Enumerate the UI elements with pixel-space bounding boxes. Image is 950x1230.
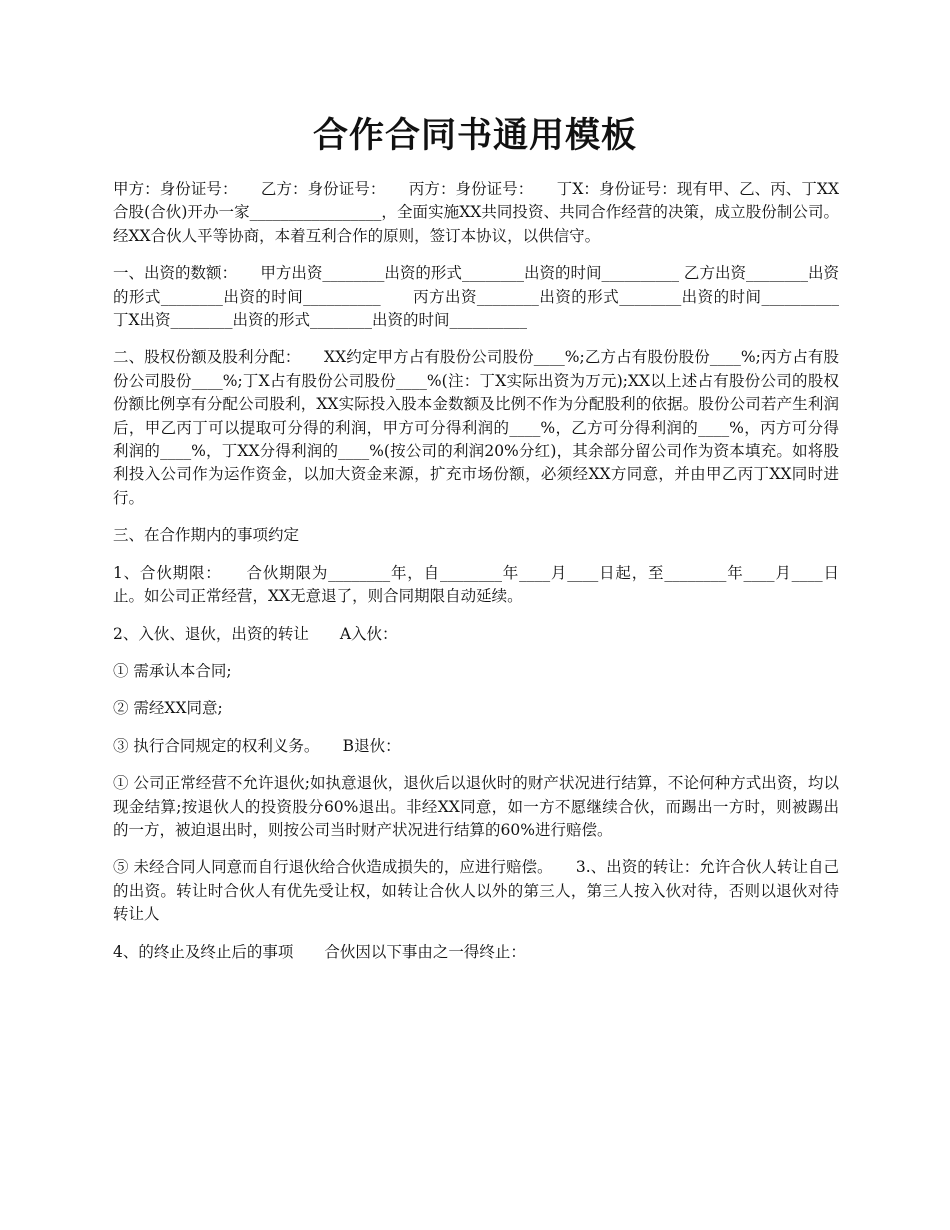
paragraph-capital-amount: 一、出资的数额： 甲方出资________出资的形式________出资的时间__________ 乙方出资________出资的形式________出资的时间__________ 丙方出资________出资的形式________出资的时间__________ 丁X出资________出资的形式________出资的时间__________ bbox=[113, 264, 871, 330]
paragraph-join-exit-transfer: 2、入伙、退伙，出资的转让 A入伙： bbox=[113, 624, 398, 643]
document-body bbox=[113, 178, 871, 978]
paragraph-join-item-1: ① 需承认本合同; bbox=[113, 661, 232, 680]
paragraph-exit-item-1: ① 公司正常经营不允许退伙;如执意退伙，退伙后以退伙时的财产状况进行结算，不论何种方式出资，均以现金结算;按退伙人的投资股分60%退出。非经XX同意，如一方不愿继续合伙，而踢出一方时，则被踢出的一方，被迫退出时，则按公司当时财产状况进行结算的60%进行赔偿。 bbox=[113, 774, 839, 839]
paragraph-equity-dividend: 二、股权份额及股利分配： XX约定甲方占有股份公司股份____%;乙方占有股份股份____%;丙方占有股份公司股份____%;丁X占有股份公司股份____%(注：丁X实际出资为万元);XX以上述占有股份公司的股权份额比例享有分配公司股利，XX实际投入股本金数额及比例不作为分配股利的依据。股份公司若产生利润后，甲乙丙丁可以提取可分得的利润，甲方可分得利润的____%，乙方可分得利润的____%，丙方可分得利润的____%，丁XX分得利润的____%(按公司的利润20%分红)，其余部分留公司作为资本填充。如将股利投入公司作为运作资金，以加大资金来源，扩充市场份额，必须经XX方同意，并由甲乙丙丁XX同时进行。 bbox=[113, 348, 839, 507]
paragraph-parties: 甲方：身份证号： 乙方：身份证号： 丙方：身份证号： 丁X：身份证号：现有甲、乙、丙、丁XX合股(合伙)开办一家_________________，全面实施XX共同投资、共同合作经营的决策，成立股份制公司。经XX合伙人平等协商，本着互利合作的原则，签订本协议，以供信守。 bbox=[113, 180, 839, 245]
paragraph-join-item-3: ③ 执行合同规定的权利义务。 B退伙： bbox=[113, 736, 401, 755]
paragraph-section-three-heading: 三、在合作期内的事项约定 bbox=[113, 526, 300, 545]
paragraph-exit-item-5: ⑤ 未经合同人同意而自行退伙给合伙造成损失的，应进行赔偿。 3.、出资的转让：允许合伙人转让自己的出资。转让时合伙人有优先受让权，如转让合伙人以外的第三人，第三人按入伙对待，否则以退伙对待转让人 bbox=[113, 858, 839, 924]
paragraph-termination: 4、的终止及终止后的事项 合伙因以下事由之一得终止： bbox=[113, 942, 526, 961]
paragraph-partnership-term: 1、合伙期限： 合伙期限为________年，自________年____月____日起，至________年____月____日止。如公司正常经营，XX无意退了，则合同期限自动延续。 bbox=[113, 563, 839, 606]
document-title: 合作合同书通用模板 bbox=[312, 116, 637, 156]
paragraph-join-item-2: ② 需经XX同意; bbox=[113, 699, 223, 718]
